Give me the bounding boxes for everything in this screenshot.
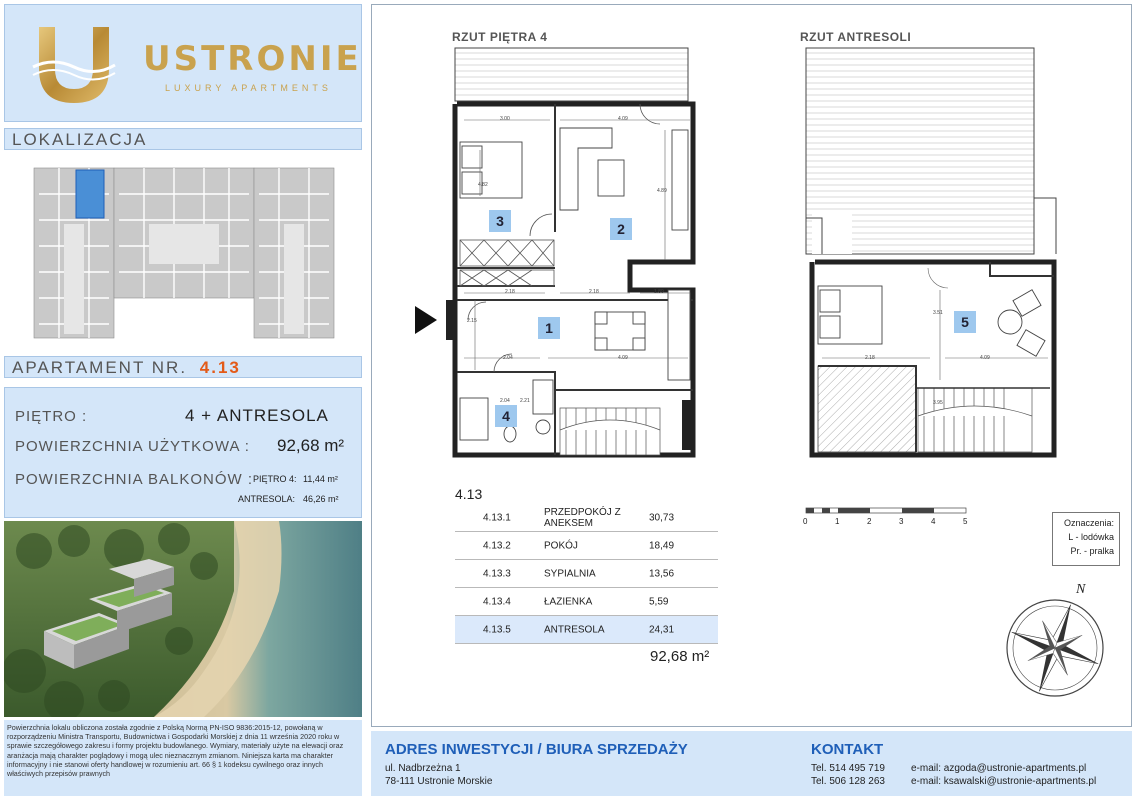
contact-email-2[interactable]: e-mail: ksawalski@ustronie-apartments.pl xyxy=(911,776,1097,787)
room-name: SYPIALNIA xyxy=(544,568,596,579)
floor-plan-title: RZUT PIĘTRA 4 xyxy=(452,30,548,44)
location-heading-text: LOKALIZACJA xyxy=(12,130,148,149)
room-name: ANTRESOLA xyxy=(544,624,605,635)
legal-disclaimer: Powierzchnia lokalu obliczona została zgodnie z Polską Normą PN-ISO 9836:2015-12, powołaną w rozporządzeniu Ministra Transportu, Budownictwa i Gospodarki Morskiej z dnia 11 września 2020 roku w sprawie szczegółowego zakresu i formy projektu budowlanego. Wymiary, materiały użyte na elewacji oraz aranżacja mają charakter poglądowy i mogą ulec nieznacznym zmianom. Niniejsza karta ma charakter informacyjny i nie stanowi oferty handlowej w rozumieniu art. 66 § 1 kodeksu cywilnego oraz innych właściwych przepisów prawnych xyxy=(4,720,362,796)
room-name: POKÓJ xyxy=(544,540,578,551)
rooms-table xyxy=(455,504,718,644)
dim-label: 4.82 xyxy=(478,182,488,188)
legend-item: Pr. - pralka xyxy=(1070,546,1114,556)
dim-label: 1.89 xyxy=(654,289,664,295)
room-name: PRZEDPOKÓJ Z ANEKSEM xyxy=(544,506,621,529)
room-tag-2: 2 xyxy=(610,218,632,240)
dim-label: 4.09 xyxy=(980,355,990,361)
mezzanine-plan-title: RZUT ANTRESOLI xyxy=(800,30,912,44)
dim-label: 2.18 xyxy=(505,289,515,295)
room-area: 24,31 xyxy=(649,624,675,635)
brand-name: USTRONIE xyxy=(143,39,362,79)
dim-label: 4.09 xyxy=(618,116,628,122)
brand-tagline: LUXURY APARTMENTS xyxy=(165,83,332,93)
dim-label: 2.18 xyxy=(589,289,599,295)
scale-tick: 3 xyxy=(899,517,904,526)
room-id: 4.13.5 xyxy=(483,624,511,635)
area-value: 92,68 m² xyxy=(277,436,345,455)
room-tag-5: 5 xyxy=(954,311,976,333)
dim-label: 4.09 xyxy=(618,355,628,361)
dim-label: 2.18 xyxy=(865,355,875,361)
table-row xyxy=(455,588,718,616)
room-id: 4.13.2 xyxy=(483,540,511,551)
legend-title: Oznaczenia: xyxy=(1063,518,1114,528)
compass-rose-icon xyxy=(996,589,1114,707)
dim-label: 4.89 xyxy=(657,188,667,194)
room-tag-4: 4 xyxy=(495,405,517,427)
dim-label: 2.04 xyxy=(500,398,510,404)
table-row xyxy=(455,560,718,588)
room-area: 13,56 xyxy=(649,568,675,579)
scale-tick: 2 xyxy=(867,517,872,526)
room-tag-3: 3 xyxy=(489,210,511,232)
floor-value: 4 + ANTRESOLA xyxy=(185,406,329,425)
dim-label: 3.51 xyxy=(933,310,943,316)
room-name: ŁAZIENKA xyxy=(544,596,593,607)
room-id: 4.13.3 xyxy=(483,568,511,579)
contact-email-1[interactable]: e-mail: azgoda@ustronie-apartments.pl xyxy=(911,763,1087,774)
legend-box xyxy=(1052,512,1120,566)
scale-bar xyxy=(806,508,966,513)
scale-tick: 0 xyxy=(803,517,808,526)
rooms-total-area: 92,68 m² xyxy=(650,648,710,665)
area-label: POWIERZCHNIA UŻYTKOWA : xyxy=(15,438,250,455)
balcony-mezzanine-label: ANTRESOLA: xyxy=(238,494,296,504)
apartment-number: 4.13 xyxy=(199,358,241,377)
apartment-label: APARTAMENT NR. xyxy=(12,358,188,377)
room-id: 4.13.4 xyxy=(483,596,511,607)
rooms-apartment-id: 4.13 xyxy=(455,486,483,502)
balcony-floor-4 xyxy=(455,48,688,101)
compass-north-label: N xyxy=(1076,582,1086,597)
dim-label: 2.04 xyxy=(503,355,513,361)
table-row xyxy=(455,504,718,532)
legend-item: L - lodówka xyxy=(1068,532,1114,542)
balcony-floor-value: 11,44 m² xyxy=(303,474,338,484)
contact-heading: KONTAKT xyxy=(811,741,884,758)
footer xyxy=(371,731,1132,796)
dim-label: 2.15 xyxy=(467,318,477,324)
room-area: 5,59 xyxy=(649,596,669,607)
balcony-label: POWIERZCHNIA BALKONÓW : xyxy=(15,471,254,488)
room-tag-1: 1 xyxy=(538,317,560,339)
address-heading: ADRES INWESTYCJI / BIURA SPRZEDAŻY xyxy=(385,741,688,758)
dim-label: 3.95 xyxy=(933,400,943,406)
address-street: ul. Nadbrzeżna 1 xyxy=(385,763,461,774)
dim-label: 3.00 xyxy=(500,116,510,122)
scale-tick: 5 xyxy=(963,517,968,526)
table-row xyxy=(455,616,718,644)
balcony-floor-label: PIĘTRO 4: xyxy=(253,474,297,484)
table-row xyxy=(455,532,718,560)
contact-phone-2[interactable]: Tel. 506 128 263 xyxy=(811,776,885,787)
dim-label: 2.21 xyxy=(520,398,530,404)
scale-tick: 4 xyxy=(931,517,936,526)
entrance-arrow-icon xyxy=(415,306,437,334)
room-area: 18,49 xyxy=(649,540,675,551)
room-id: 4.13.1 xyxy=(483,512,511,523)
scale-tick: 1 xyxy=(835,517,840,526)
balcony-mezzanine-value: 46,26 m² xyxy=(303,494,339,504)
contact-phone-1[interactable]: Tel. 514 495 719 xyxy=(811,763,885,774)
room-area: 30,73 xyxy=(649,512,675,523)
floor-label: PIĘTRO : xyxy=(15,408,88,425)
address-city: 78-111 Ustronie Morskie xyxy=(385,776,493,787)
